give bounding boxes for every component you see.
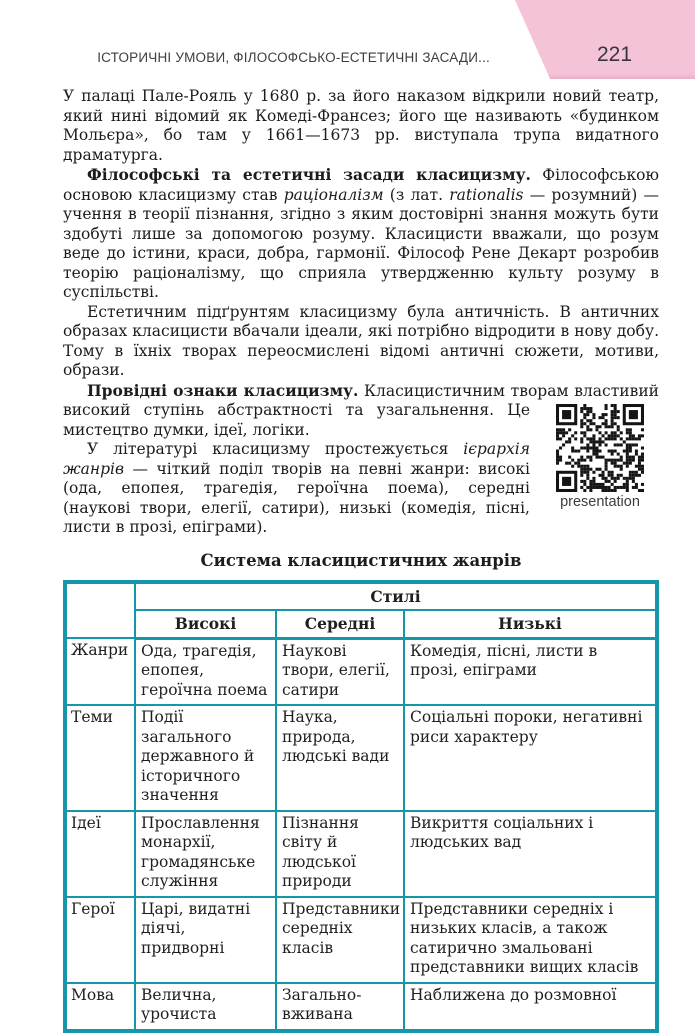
page-number: 221 — [597, 43, 633, 66]
paragraph-1: У палаці Пале-Рояль у 1680 р. за його наказом відкрили новий театр, який нині відомий як Комеді-Франсез; його ще називають «будинком Мольєра», бо там у 1661—1673 рр. виступала трупа видатного драматурга. — [63, 87, 659, 164]
table-cell: Прославлення монархії, громадянське служіння — [135, 811, 276, 897]
table-cell: Соціальні пороки, негативні риси характеру — [404, 705, 657, 811]
row-label: Жанри — [65, 638, 135, 705]
column-header-low: Низькі — [404, 610, 657, 638]
running-header: ІСТОРИЧНІ УМОВИ, ФІЛОСОФСЬКО-ЕСТЕТИЧНІ ЗАСАДИ... — [97, 50, 490, 65]
qr-code-icon — [556, 404, 644, 492]
table-cell: Наближена до розмовної — [404, 983, 657, 1031]
table-cell: Наука, природа, людські вади — [276, 705, 404, 811]
column-header-middle: Середні — [276, 610, 404, 638]
term-rationalis-latin: rationalis — [449, 185, 524, 204]
main-text-column — [63, 87, 659, 1033]
row-label: Ідеї — [65, 811, 135, 897]
table-title: Система класицистичних жанрів — [200, 550, 522, 570]
qr-caption: presentation — [560, 494, 640, 510]
paragraph-2-text: (з лат. — [389, 185, 444, 204]
row-label: Теми — [65, 705, 135, 811]
table-row-genres — [65, 638, 657, 705]
term-hierarchy-of-genres: ієрархія жанрів — [63, 440, 530, 478]
table-cell: Представники середніх класів — [276, 897, 404, 983]
column-group-header: Стилі — [135, 582, 657, 611]
table-cell: Ода, трагедія, епопея, героїчна поема — [135, 638, 276, 705]
table-cell: Події загального державного й історичного значення — [135, 705, 276, 811]
table-cell: Комедія, пісні, листи в прозі, епіграми — [404, 638, 657, 705]
table-header-row-group — [65, 582, 657, 611]
table-cell: Велична, урочиста — [135, 983, 276, 1031]
table-row-heroes — [65, 897, 657, 983]
paragraph-4-text: високий ступінь абстрактності та узагальнення. Це мистецтво думки, ідеї, логіки. — [63, 401, 530, 439]
paragraph-3: Естетичним підґрунтям класицизму була античність. В античних образах класицисти вбачали ідеали, які потрібно відродити в нову добу. Тому в їхніх творах переосмислені відомі античні сюжети, мотиви, образи. — [63, 302, 659, 379]
paragraph-2 — [63, 165, 659, 303]
genre-system-table — [63, 580, 659, 1033]
table-row-language — [65, 983, 657, 1031]
term-rationalism: раціоналізм — [283, 185, 384, 204]
paragraph-5-text: У літературі класицизму простежується — [87, 440, 449, 458]
paragraph-2-text: — розумний) — учення в теорії пізнання, згідно з яким достовірні знання можуть бути здобуті лише за допомогою розуму. Класицисти вважали, що розум веде до істини, краси, добра, гармонії. Філософ Рене Декарт розробив теорію раціоналізму, що сприяла утвердженню культу розуму в суспільстві. — [63, 185, 659, 301]
paragraph-2-text: Філософською основою класицизму став — [63, 166, 659, 204]
paragraph-4-lead: Провідні ознаки класицизму. — [87, 380, 359, 400]
table-cell: Царі, видатні діячі, придворні — [135, 897, 276, 983]
paragraph-5-text: — чіткий поділ творів на певні жанри: високі (ода, епопея, трагедія, героїчна поема), середні (наукові твори, елегії, сатири), низькі (комедія, пісні, листи в прозі, епіграми). — [63, 459, 530, 536]
row-label: Мова — [65, 983, 135, 1031]
paragraph-2-lead: Філософські та естетичні засади класицизму. — [87, 165, 531, 184]
page-corner-tab — [515, 0, 695, 79]
table-cell: Представники середніх і низьких класів, а також сатирично змальовані представники вищих класів — [404, 897, 657, 983]
table-corner-cell — [65, 582, 135, 639]
qr-block — [541, 404, 659, 513]
table-cell: Пізнання світу й людської природи — [276, 811, 404, 897]
paragraph-4-text: Класицистичним творам властивий — [364, 381, 659, 400]
table-row-themes — [65, 705, 657, 811]
column-header-high: Високі — [135, 610, 276, 638]
table-cell: Загальновживана — [276, 983, 404, 1031]
row-label: Герої — [65, 897, 135, 983]
table-cell: Наукові твори, елегії, сатири — [276, 638, 404, 705]
table-cell: Викриття соціальних і людських вад — [404, 811, 657, 897]
table-header-row — [65, 610, 657, 638]
table-row-ideas — [65, 811, 657, 897]
